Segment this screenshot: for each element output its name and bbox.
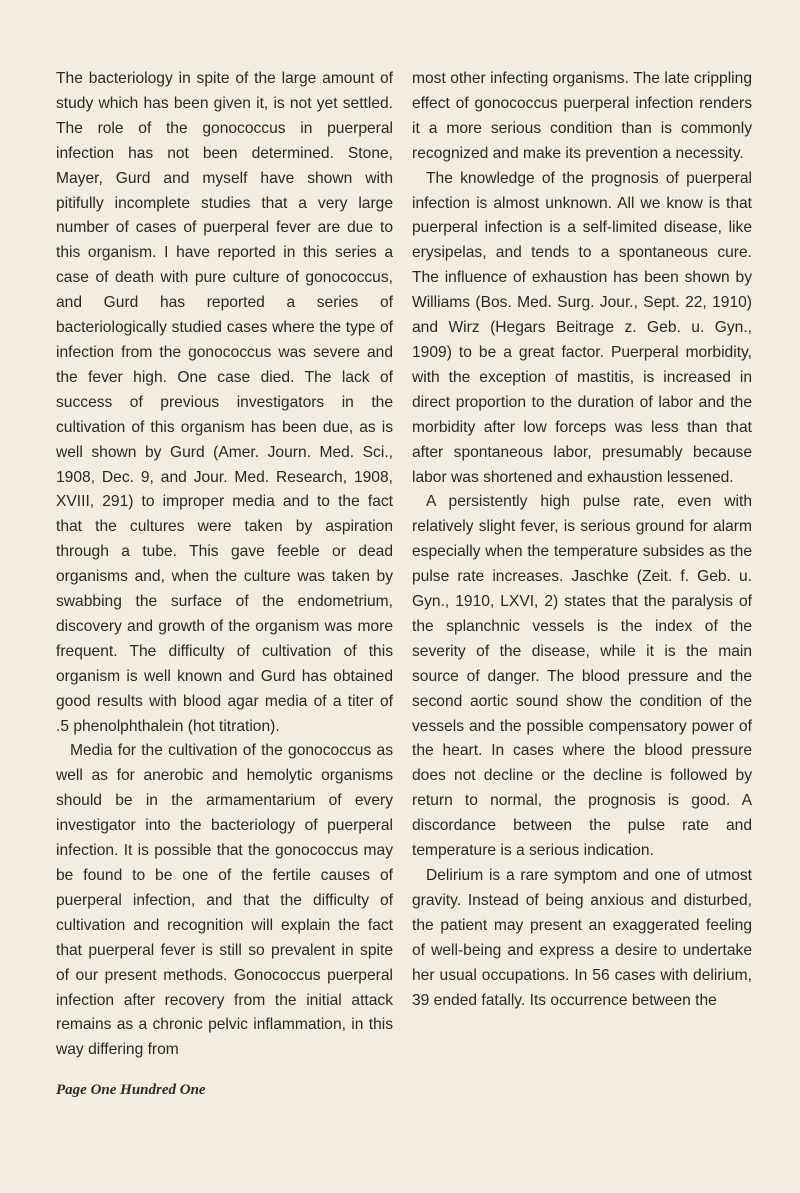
left-paragraph-1: The bacteriology in spite of the large amount of study which has been given it, is not yet settled. The role of the gonococcus in puerperal infection has not been determined. Stone, Mayer, Gurd and myself have shown with pitifully incomplete studies that a very large number of cases of puerperal fever are due to this organism. I have reported in this series a case of death with pure culture of gonococcus, and Gurd has reported a series of bacteriologically studied cases where the type of infection from the gonococcus was severe and the fever high. One case died. The lack of success of previous investigators in the cultivation of this organism has been due, as is well shown by Gurd (Amer. Journ. Med. Sci., 1908, Dec. 9, and Jour. Med. Research, 1908, XVIII, 291) to improper media and to the fact that the cultures were taken by aspiration through a tube. This gave feeble or dead organisms and, when the culture was taken by swabbing the surface of the endometrium, discovery and growth of the organism was more frequent. The difficulty of cultivation of this organism is well known and Gurd has obtained good results with blood agar media of a titer of .5 phenolphthalein (hot titration). — [56, 70, 393, 735]
left-paragraph-2: Media for the cultivation of the gonococcus as well as for anerobic and hemolytic organisms should be in the armamentarium of every investigator into the bacteriology of puerperal infection. It is possible that the gonococcus may be found to be one of the fertile causes of puerperal infection, and that the difficulty of cultivation and recognition will explain the fact that puerperal fever is still so prevalent in spite of our present methods. Gonococcus puerperal infection after recovery from the initial attack remains as a chronic pelvic inflammation, in this way differing from — [56, 742, 393, 1059]
left-column — [56, 67, 393, 1063]
page-number-footer: Page One Hundred One — [56, 1082, 206, 1098]
right-paragraph-1: most other infecting organisms. The late crippling effect of gonococcus puerperal infection renders it a more serious condition than is commonly recognized and make its prevention a necessity. — [412, 70, 752, 162]
right-paragraph-3: A persistently high pulse rate, even with relatively slight fever, is serious ground for alarm especially when the temperature subsides as the pulse rate increases. Jaschke (Zeit. f. Geb. u. Gyn., 1910, LXVI, 2) states that the paralysis of the splanchnic vessels is the index of the severity of the disease, while it is the main source of danger. The blood pressure and the second aortic sound show the condition of the vessels and the possible compensatory power of the heart. In cases where the blood pressure does not decline or the decline is followed by return to normal, the prognosis is good. A discordance between the pulse rate and temperature is a serious indication. — [412, 493, 752, 860]
right-paragraph-4: Delirium is a rare symptom and one of utmost gravity. Instead of being anxious and disturbed, the patient may present an exaggerated feeling of well-being and express a desire to undertake her usual occupations. In 56 cases with delirium, 39 ended fatally. Its occurrence between the — [412, 867, 752, 1009]
right-paragraph-2: The knowledge of the prognosis of puerperal infection is almost unknown. All we know is that puerperal infection is a self-limited disease, like erysipelas, and tends to a spontaneous cure. The influence of exhaustion has been shown by Williams (Bos. Med. Surg. Jour., Sept. 22, 1910) and Wirz (Hegars Beitrage z. Geb. u. Gyn., 1909) to be a great factor. Puerperal morbidity, with the exception of mastitis, is increased in direct proportion to the duration of labor and the morbidity after low forceps was less than that after spontaneous labor, presumably because labor was shortened and exhaustion lessened. — [412, 169, 752, 486]
right-column — [412, 67, 752, 1013]
